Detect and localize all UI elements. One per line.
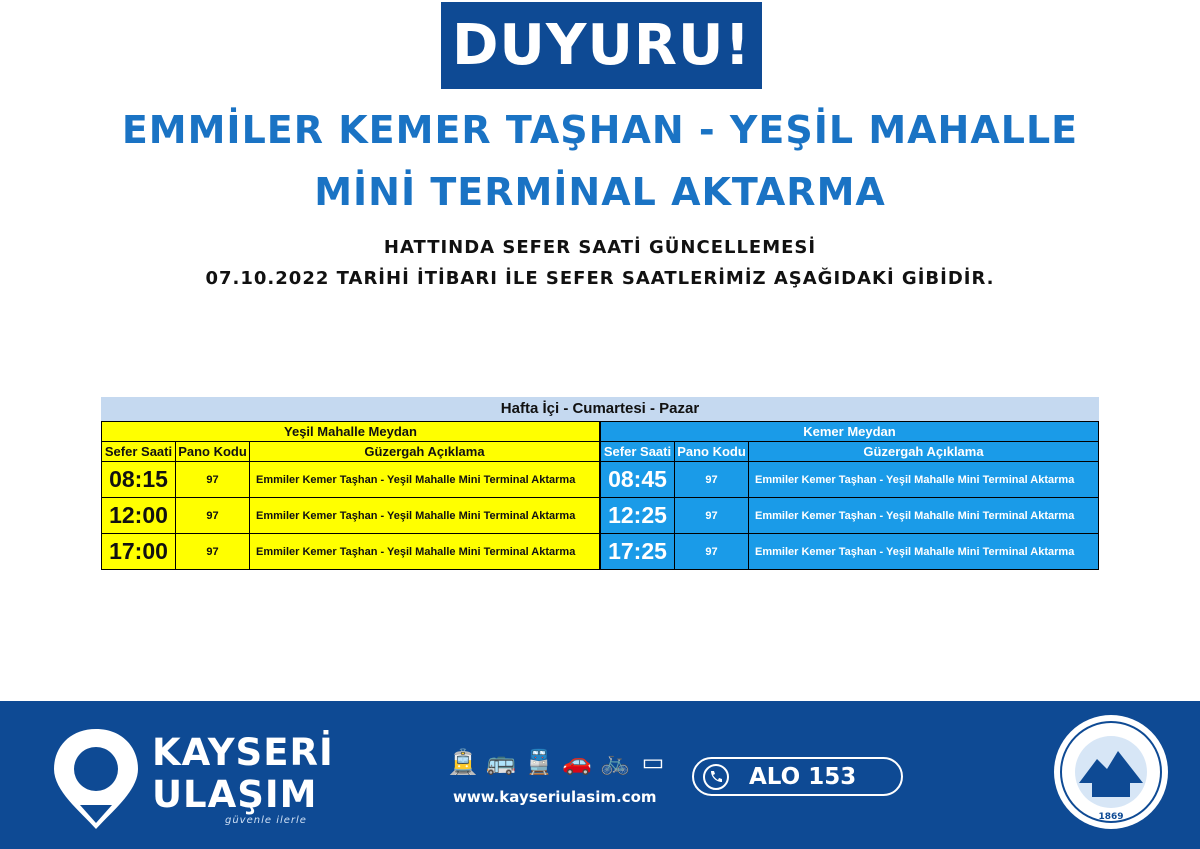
route-code: 97 bbox=[176, 462, 250, 498]
table-row bbox=[102, 498, 600, 534]
announcement-banner: DUYURU! bbox=[441, 2, 762, 89]
departure-time: 08:15 bbox=[102, 462, 176, 498]
table-row bbox=[601, 498, 1099, 534]
seal-year: 1869 bbox=[1098, 812, 1124, 822]
parking-car-icon: 🚗 bbox=[562, 748, 592, 776]
brand-slogan: güvenle ilerle bbox=[225, 815, 307, 826]
page-title-line2: MİNİ TERMİNAL AKTARMA bbox=[314, 170, 886, 214]
route-code: 97 bbox=[675, 498, 749, 534]
route-description: Emmiler Kemer Taşhan - Yeşil Mahalle Mini Terminal Aktarma bbox=[250, 498, 600, 534]
brand-name-line1: KAYSERİ bbox=[152, 731, 334, 774]
table-row bbox=[601, 462, 1099, 498]
schedule-days-header: Hafta İçi - Cumartesi - Pazar bbox=[101, 397, 1099, 421]
departure-time: 12:25 bbox=[601, 498, 675, 534]
route-description: Emmiler Kemer Taşhan - Yeşil Mahalle Mini Terminal Aktarma bbox=[749, 534, 1099, 570]
subtitle-line1: HATTINDA SEFER SAATİ GÜNCELLEMESİ bbox=[383, 237, 817, 258]
footer-bar bbox=[0, 701, 1200, 849]
right-col-desc-header: Güzergah Açıklama bbox=[749, 442, 1099, 462]
left-col-desc-header: Güzergah Açıklama bbox=[250, 442, 600, 462]
schedule-left-side bbox=[101, 421, 600, 570]
route-code: 97 bbox=[176, 498, 250, 534]
route-description: Emmiler Kemer Taşhan - Yeşil Mahalle Mini Terminal Aktarma bbox=[250, 462, 600, 498]
table-row bbox=[102, 534, 600, 570]
schedule-right-side bbox=[600, 421, 1099, 570]
right-col-code-header: Pano Kodu bbox=[675, 442, 749, 462]
route-description: Emmiler Kemer Taşhan - Yeşil Mahalle Mini Terminal Aktarma bbox=[749, 498, 1099, 534]
location-pin-logo-icon bbox=[50, 725, 142, 833]
train-icon: 🚆 bbox=[524, 748, 554, 776]
schedule-table bbox=[101, 397, 1099, 570]
table-row bbox=[102, 462, 600, 498]
tram-icon: 🚊 bbox=[448, 748, 478, 776]
table-row bbox=[601, 534, 1099, 570]
right-stop-name: Kemer Meydan bbox=[601, 422, 1099, 442]
bicycle-icon: 🚲 bbox=[600, 748, 630, 776]
route-code: 97 bbox=[675, 534, 749, 570]
transport-mode-icons bbox=[448, 747, 668, 777]
left-stop-name: Yeşil Mahalle Meydan bbox=[102, 422, 600, 442]
municipality-seal-icon bbox=[1052, 713, 1170, 831]
departure-time: 17:00 bbox=[102, 534, 176, 570]
hotline-label: ALO 153 bbox=[749, 763, 857, 790]
website-link[interactable]: www.kayseriulasim.com bbox=[453, 788, 657, 806]
route-description: Emmiler Kemer Taşhan - Yeşil Mahalle Mini Terminal Aktarma bbox=[749, 462, 1099, 498]
route-code: 97 bbox=[176, 534, 250, 570]
left-col-time-header: Sefer Saati bbox=[102, 442, 176, 462]
left-col-code-header: Pano Kodu bbox=[176, 442, 250, 462]
hotline-badge[interactable] bbox=[692, 757, 903, 796]
route-code: 97 bbox=[675, 462, 749, 498]
bus-icon: 🚌 bbox=[486, 748, 516, 776]
subtitle-line2: 07.10.2022 TARİHİ İTİBARI İLE SEFER SAATLERİMİZ AŞAĞIDAKİ GİBİDİR. bbox=[205, 268, 995, 289]
departure-time: 12:00 bbox=[102, 498, 176, 534]
brand-name-line2: ULAŞIM bbox=[152, 773, 318, 816]
page-title-line1: EMMİLER KEMER TAŞHAN - YEŞİL MAHALLE bbox=[121, 108, 1079, 152]
right-col-time-header: Sefer Saati bbox=[601, 442, 675, 462]
route-description: Emmiler Kemer Taşhan - Yeşil Mahalle Mini Terminal Aktarma bbox=[250, 534, 600, 570]
departure-time: 08:45 bbox=[601, 462, 675, 498]
card-icon: ▭ bbox=[641, 748, 665, 776]
phone-icon bbox=[703, 764, 729, 790]
departure-time: 17:25 bbox=[601, 534, 675, 570]
